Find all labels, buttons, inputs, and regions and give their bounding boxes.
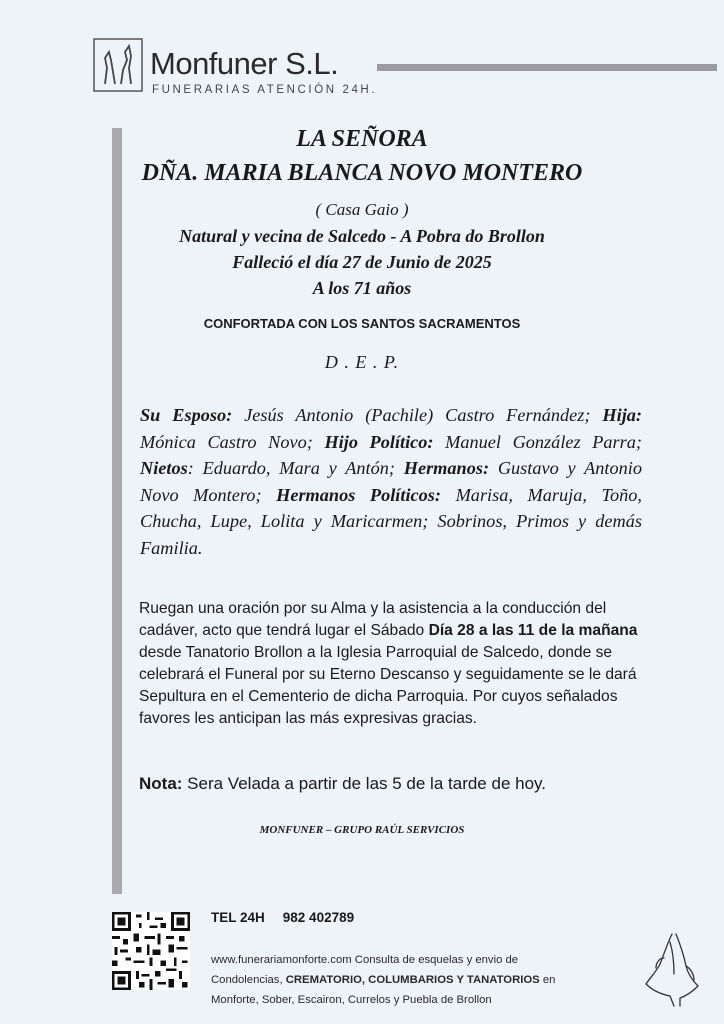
sacraments: CONFORTADA CON LOS SANTOS SACRAMENTOS <box>203 316 521 331</box>
daughter: Mónica Castro Novo; <box>140 431 325 452</box>
ceremony-text <box>139 598 659 730</box>
signature: MONFUNER – GRUPO RAÚL SERVICIOS <box>259 824 465 836</box>
soninlaw: Manuel González Parra; <box>433 431 642 452</box>
praying-hands-icon <box>640 928 710 1008</box>
origin: Natural y vecina de Salcedo - A Pobra do Brollon <box>179 226 545 246</box>
grandchildren: : Eduardo, Mara y Antón; <box>187 458 404 478</box>
family-list <box>140 402 642 561</box>
footer-services: CREMATORIO, COLUMBARIOS Y TANATORIOS <box>285 974 540 986</box>
footer-line-1 <box>211 950 651 970</box>
soninlaw-label: Hijo Político: <box>324 431 434 452</box>
nickname: ( Casa Gaio ) <box>315 200 409 219</box>
footer-line1-rest: Consulta de esquelas y envio de <box>351 954 519 966</box>
nota-label: Nota: <box>139 774 183 793</box>
siblingsinlaw: Marisa, Maruja, Toño, Chucha, Lupe, Lolita y Maricarmen; Sobrinos, Primos y demás Familia. <box>140 484 642 558</box>
ceremony-time: Día 28 a las 11 de la mañana <box>428 622 638 639</box>
spouse-label: Su Esposo: <box>140 405 233 425</box>
nota-text: Sera Velada a partir de las 5 de la tarde de hoy. <box>182 774 546 793</box>
siblings-label: Hermanos: <box>403 458 490 478</box>
qr-code-icon <box>112 912 190 990</box>
logo-icon <box>93 38 143 92</box>
ceremony-part2: desde Tanatorio Brollon a la Iglesia Parroquial de Salcedo, donde se celebrará el Funeral por su Eterno Descanso y seguidamente se le dará Sepultura en el Cementerio de dicha Parroquia. Por cuyos señalados favores les anticipan las más expresivas gracias. <box>139 644 637 727</box>
footer-line2-end: en <box>539 974 556 986</box>
nota <box>139 774 546 794</box>
notice-title: LA SEÑORA <box>296 126 428 152</box>
website-link[interactable]: www.funerariamonforte.com <box>211 954 352 966</box>
footer-line2-start: Condolencias, <box>211 974 286 986</box>
ceremony-part1: Ruegan una oración por su Alma y la asistencia a la conducción del cadáver, acto que tendrá lugar el Sábado <box>139 600 607 639</box>
spouse: Jesús Antonio (Pachile) Castro Fernández; <box>232 405 603 425</box>
grandchildren-label: Nietos <box>140 458 188 478</box>
footer-line-3: Monforte, Sober, Escairon, Currelos y Puebla de Brollon <box>211 994 492 1006</box>
age: A los 71 años <box>312 278 412 298</box>
phone <box>211 910 372 925</box>
daughter-label: Hija: <box>602 405 643 425</box>
dep: D . E . P. <box>324 352 400 372</box>
deceased-name: DÑA. MARIA BLANCA NOVO MONTERO <box>141 160 583 186</box>
death-date: Falleció el día 27 de Junio de 2025 <box>232 252 492 272</box>
tel-label: TEL 24H <box>211 910 265 925</box>
siblingsinlaw-label: Hermanos Políticos: <box>276 484 441 505</box>
brand-tagline: FUNERARIAS ATENCIÓN 24H. <box>152 84 378 96</box>
header-divider <box>377 64 717 71</box>
footer-line-2 <box>211 970 651 990</box>
tel-number[interactable]: 982 402789 <box>282 910 355 925</box>
brand-name: Monfuner S.L. <box>150 46 339 81</box>
footer-text <box>211 950 651 1010</box>
siblings: Gustavo y Antonio Novo Montero; <box>140 458 642 505</box>
